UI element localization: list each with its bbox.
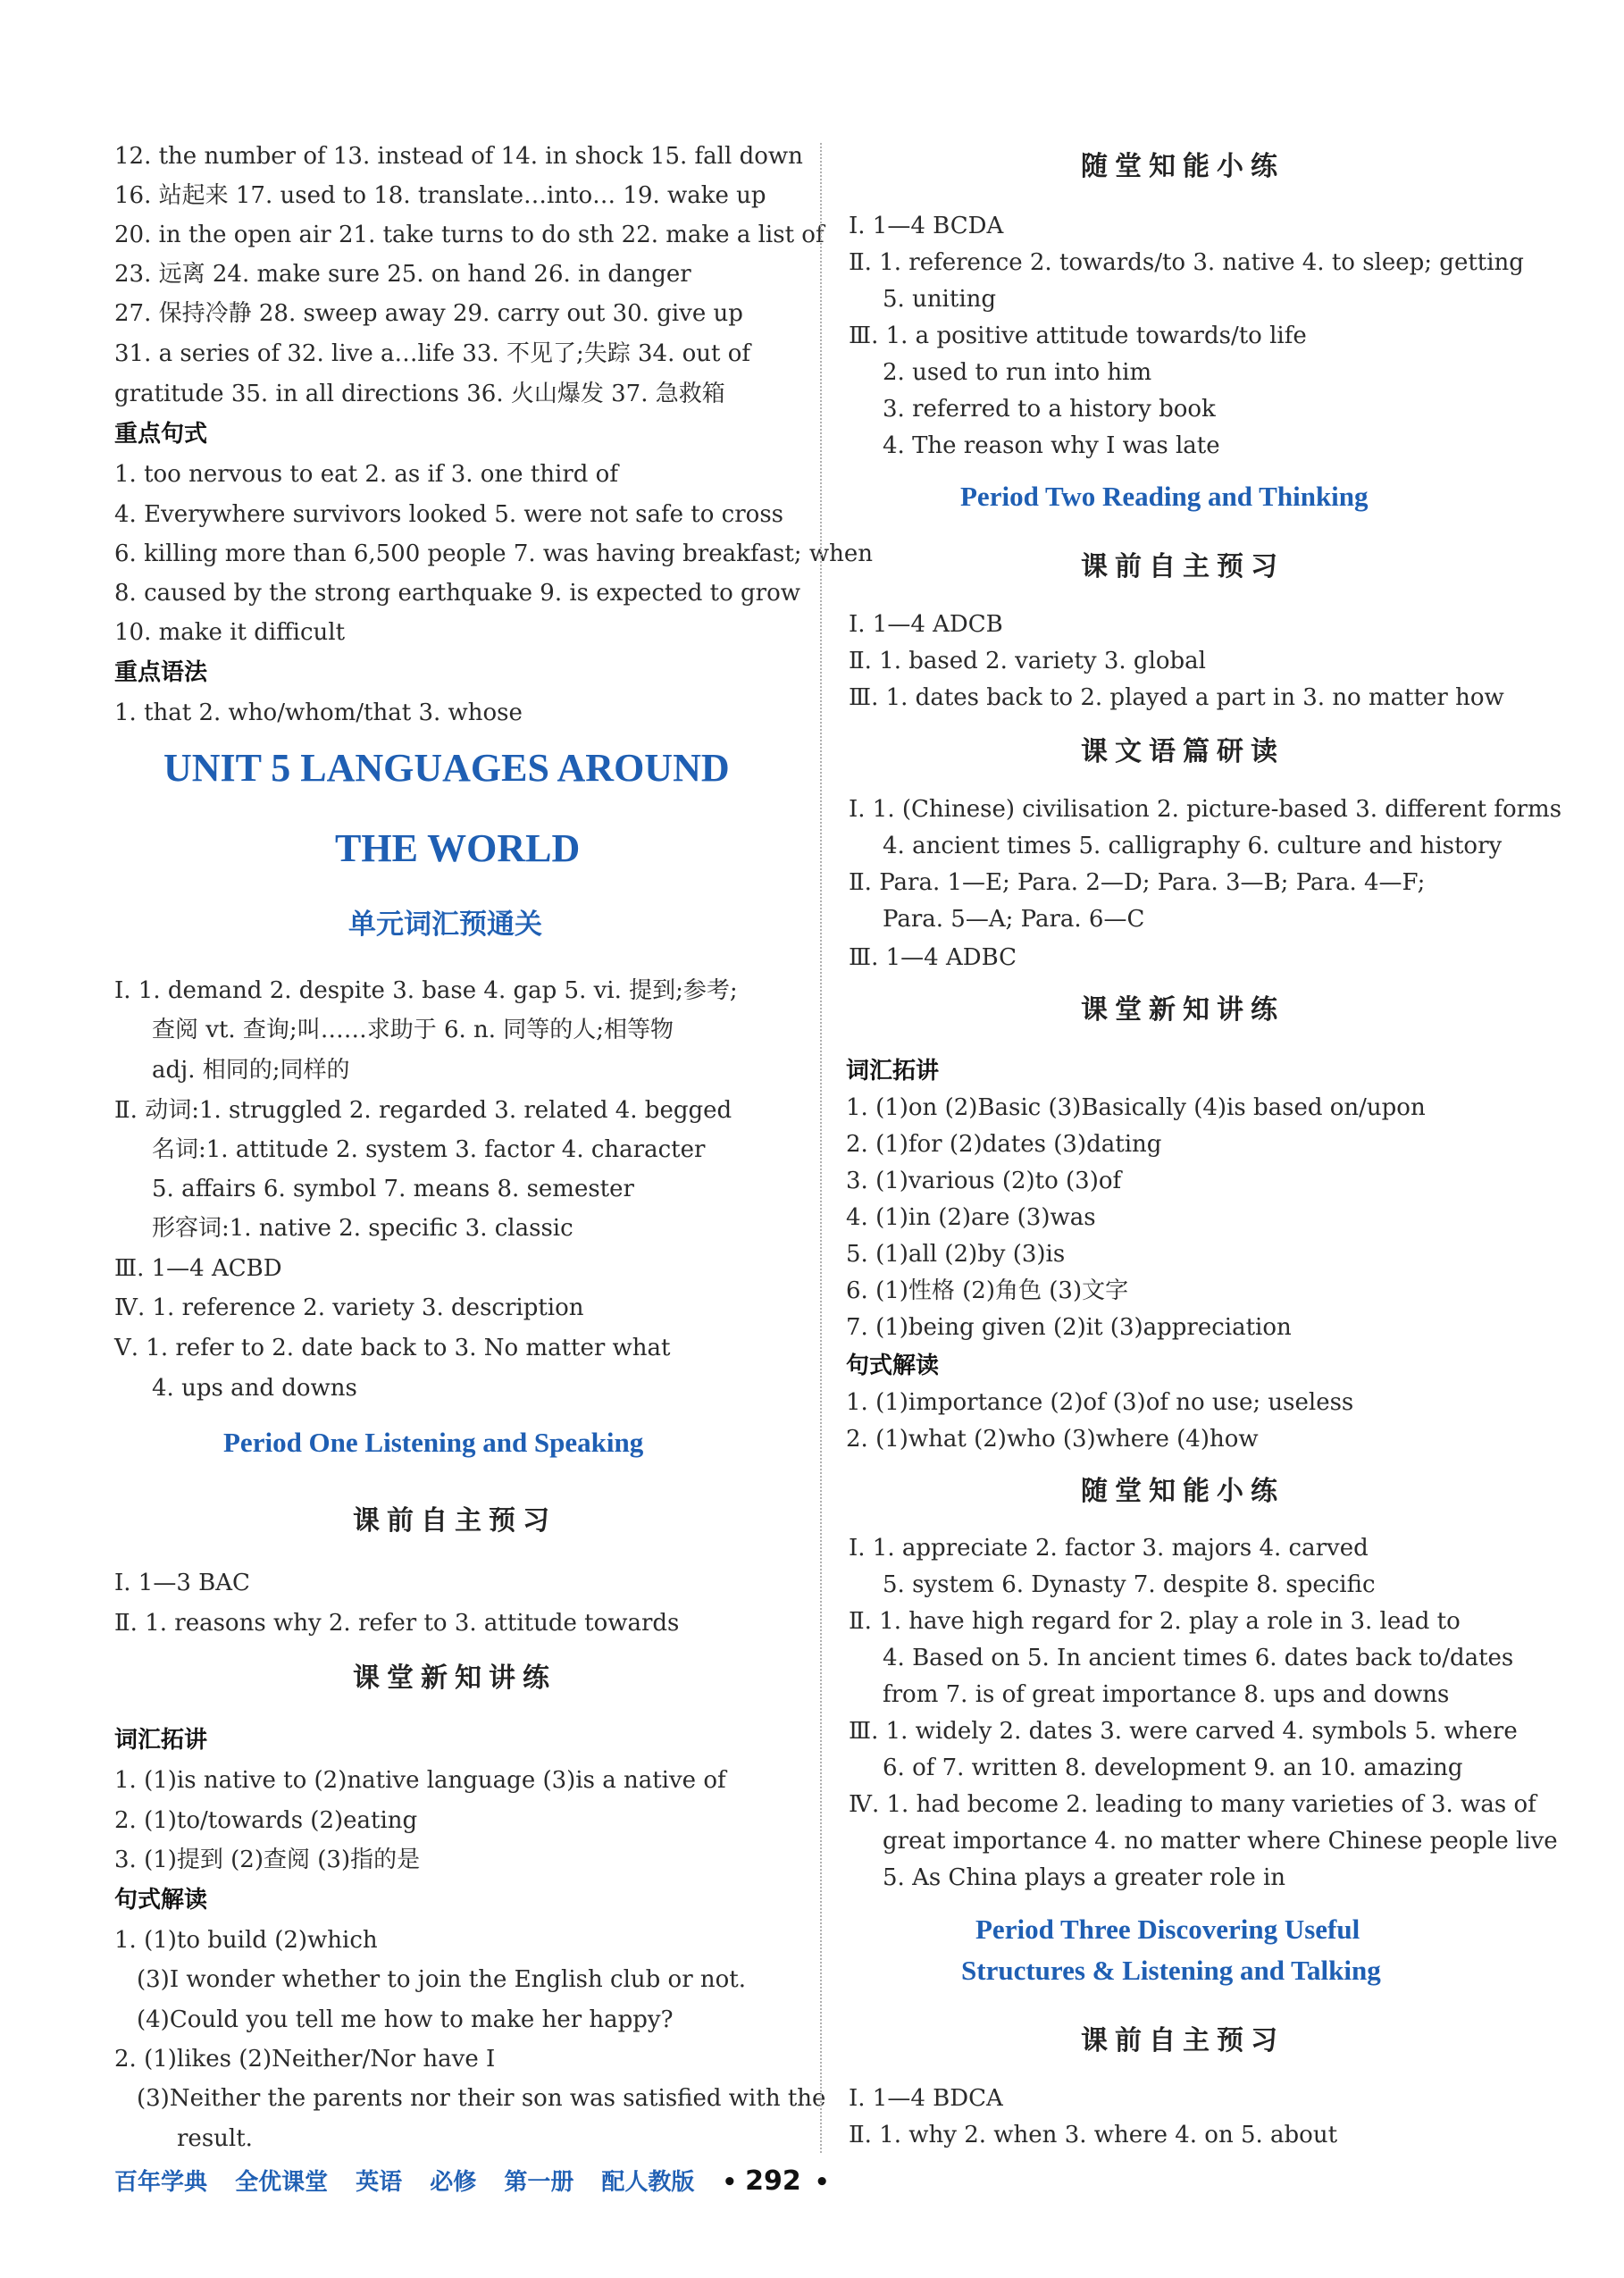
vocab-line: 20. in the open air 21. take turns to do sth 22. make a list of (114, 222, 825, 248)
key-grammar-heading: 重点语法 (114, 659, 208, 686)
unit-vocab-line: 5. affairs 6. symbol 7. means 8. semester (152, 1176, 634, 1202)
sentence-line: (3)Neither the parents nor their son was satisfied with the (137, 2085, 826, 2112)
page-footer (114, 2164, 829, 2197)
unit-vocab-line: Ⅲ. 1—4 ACBD (114, 1255, 282, 1282)
unit-vocab-line: Ⅱ. 动词:1. struggled 2. regarded 3. related 4. begged (114, 1097, 732, 1124)
preview-line: Ⅰ. 1—4 ADCB (849, 611, 1003, 638)
practice-line: 5. system 6. Dynasty 7. despite 8. specific (883, 1571, 1376, 1598)
footer-series: 百年学典 (114, 2169, 208, 2196)
period-three-title: Period Three Discovering Useful (975, 1914, 1360, 1945)
vocab-expand-line: 1. (1)is native to (2)native language (3)is a native of (114, 1767, 726, 1794)
practice-line: Ⅳ. 1. had become 2. leading to many varieties of 3. was of (849, 1791, 1536, 1818)
unit-vocab-line: 4. ups and downs (152, 1375, 357, 1402)
key-sentence-line: 1. too nervous to eat 2. as if 3. one third of (114, 461, 618, 488)
vocab-expand-line: 1. (1)on (2)Basic (3)Basically (4)is based on/upon (846, 1094, 1426, 1121)
practice-line: great importance 4. no matter where Chinese people live (883, 1828, 1558, 1855)
practice-line: 5. As China plays a greater role in (883, 1864, 1286, 1891)
key-sentence-line: 4. Everywhere survivors looked 5. were not safe to cross (114, 501, 783, 528)
sentence-line: 2. (1)likes (2)Neither/Nor have I (114, 2046, 496, 2073)
unit-vocab-heading: 单元词汇预通关 (348, 909, 542, 941)
unit-vocab-line: adj. 相同的;同样的 (152, 1057, 350, 1084)
period-three-title-continued: Structures & Listening and Talking (961, 1955, 1381, 1986)
preview-line: Ⅰ. 1—3 BAC (114, 1570, 250, 1596)
footer-subject: 英语 (356, 2169, 403, 2196)
unit-vocab-line: 形容词:1. native 2. specific 3. classic (152, 1215, 573, 1242)
unit-title: UNIT 5 LANGUAGES AROUND (163, 746, 730, 790)
practice-line: Ⅱ. 1. reference 2. towards/to 3. native 4. to sleep; getting (849, 249, 1524, 276)
preview-heading: 课前自主预习 (1081, 2025, 1285, 2056)
vocab-line: 23. 远离 24. make sure 25. on hand 26. in danger (114, 261, 691, 288)
practice-line: 3. referred to a history book (883, 396, 1216, 423)
footer-edition: 配人教版 (601, 2169, 695, 2196)
practice-line: Ⅱ. 1. have high regard for 2. play a role in 3. lead to (849, 1608, 1461, 1635)
column-divider (820, 143, 822, 2153)
key-sentence-line: 10. make it difficult (114, 619, 346, 646)
practice-heading: 随堂知能小练 (1081, 151, 1285, 182)
preview-line: Ⅰ. 1—4 BDCA (849, 2085, 1003, 2112)
practice-heading: 随堂知能小练 (1081, 1476, 1285, 1507)
preview-line: Ⅲ. 1. dates back to 2. played a part in 3. no matter how (849, 684, 1504, 711)
sentence-line: 1. (1)to build (2)which (114, 1927, 378, 1954)
footer-course: 必修 (430, 2169, 477, 2196)
sentence-line: 2. (1)what (2)who (3)where (4)how (846, 1426, 1259, 1453)
text-study-line: 4. ancient times 5. calligraphy 6. culture and history (883, 833, 1503, 859)
class-practice-heading: 课堂新知讲练 (353, 1662, 557, 1694)
text-study-heading: 课文语篇研读 (1081, 736, 1285, 767)
key-sentence-line: 6. killing more than 6,500 people 7. was having breakfast; when (114, 540, 873, 567)
class-practice-heading: 课堂新知讲练 (1081, 994, 1285, 1026)
preview-line: Ⅱ. 1. reasons why 2. refer to 3. attitude towards (114, 1610, 680, 1637)
sentence-heading: 句式解读 (114, 1887, 208, 1914)
practice-line: 5. uniting (883, 286, 997, 313)
text-study-line: Ⅲ. 1—4 ADBC (849, 944, 1017, 971)
preview-line: Ⅱ. 1. why 2. when 3. where 4. on 5. about (849, 2122, 1338, 2148)
sentence-line: 1. (1)importance (2)of (3)of no use; useless (846, 1389, 1354, 1416)
footer-brand: 全优课堂 (235, 2169, 329, 2196)
practice-line: from 7. is of great importance 8. ups and downs (883, 1681, 1450, 1708)
vocab-expand-line: 7. (1)being given (2)it (3)appreciation (846, 1314, 1292, 1341)
key-grammar-line: 1. that 2. who/whom/that 3. whose (114, 699, 523, 726)
practice-line: Ⅰ. 1. appreciate 2. factor 3. majors 4. carved (849, 1535, 1369, 1562)
practice-line: Ⅲ. 1. a positive attitude towards/to life (849, 322, 1307, 349)
sentence-line: (3)I wonder whether to join the English club or not. (137, 1966, 746, 1993)
vocab-expand-line: 6. (1)性格 (2)角色 (3)文字 (846, 1277, 1129, 1304)
vocab-expand-line: 3. (1)various (2)to (3)of (846, 1168, 1122, 1194)
sentence-line: result. (177, 2125, 253, 2152)
unit-title-continued: THE WORLD (335, 826, 581, 870)
footer-volume: 第一册 (504, 2169, 574, 2196)
vocab-line: 12. the number of 13. instead of 14. in shock 15. fall down (114, 143, 803, 170)
page-number: 292 (745, 2165, 801, 2197)
footer-dot: • (814, 2169, 830, 2196)
preview-line: Ⅱ. 1. based 2. variety 3. global (849, 648, 1206, 674)
unit-vocab-line: 查阅 vt. 查询;叫……求助于 6. n. 同等的人;相等物 (152, 1017, 674, 1043)
text-study-line: Para. 5—A; Para. 6—C (883, 906, 1145, 933)
unit-vocab-line: 名词:1. attitude 2. system 3. factor 4. character (152, 1136, 706, 1163)
vocab-expand-line: 3. (1)提到 (2)查阅 (3)指的是 (114, 1847, 421, 1873)
vocab-line: 16. 站起来 17. used to 18. translate…into… 19. wake up (114, 182, 766, 209)
unit-vocab-line: Ⅳ. 1. reference 2. variety 3. description (114, 1294, 584, 1321)
unit-vocab-line: Ⅰ. 1. demand 2. despite 3. base 4. gap 5. vi. 提到;参考; (114, 977, 738, 1004)
practice-line: 2. used to run into him (883, 359, 1152, 386)
vocab-expand-line: 2. (1)to/towards (2)eating (114, 1807, 418, 1834)
practice-line: Ⅰ. 1—4 BCDA (849, 213, 1004, 239)
practice-line: 6. of 7. written 8. development 9. an 10. amazing (883, 1755, 1463, 1781)
text-study-line: Ⅰ. 1. (Chinese) civilisation 2. picture-based 3. different forms (849, 796, 1562, 823)
vocab-expand-line: 5. (1)all (2)by (3)is (846, 1241, 1066, 1268)
vocab-expand-line: 4. (1)in (2)are (3)was (846, 1204, 1096, 1231)
vocab-line: 27. 保持冷静 28. sweep away 29. carry out 30. give up (114, 300, 743, 327)
sentence-heading: 句式解读 (846, 1353, 940, 1379)
text-study-line: Ⅱ. Para. 1—E; Para. 2—D; Para. 3—B; Para. 4—F; (849, 869, 1426, 896)
vocab-expand-heading: 词汇拓讲 (114, 1727, 208, 1754)
footer-dot: • (722, 2169, 738, 2196)
practice-line: Ⅲ. 1. widely 2. dates 3. were carved 4. symbols 5. where (849, 1718, 1518, 1745)
key-sentences-heading: 重点句式 (114, 421, 208, 448)
period-two-title: Period Two Reading and Thinking (960, 481, 1369, 512)
practice-line: 4. Based on 5. In ancient times 6. dates back to/dates (883, 1645, 1514, 1671)
unit-vocab-line: Ⅴ. 1. refer to 2. date back to 3. No matter what (114, 1335, 671, 1361)
vocab-expand-heading: 词汇拓讲 (846, 1058, 940, 1085)
sentence-line: (4)Could you tell me how to make her happy? (137, 2006, 674, 2033)
period-one-title: Period One Listening and Speaking (223, 1427, 644, 1458)
practice-line: 4. The reason why I was late (883, 432, 1220, 459)
preview-heading: 课前自主预习 (1081, 551, 1285, 582)
vocab-line: 31. a series of 32. live a…life 33. 不见了;失踪 34. out of (114, 340, 751, 367)
vocab-line: gratitude 35. in all directions 36. 火山爆发 37. 急救箱 (114, 381, 725, 407)
preview-heading: 课前自主预习 (353, 1505, 557, 1537)
vocab-expand-line: 2. (1)for (2)dates (3)dating (846, 1131, 1162, 1158)
key-sentence-line: 8. caused by the strong earthquake 9. is expected to grow (114, 580, 801, 607)
